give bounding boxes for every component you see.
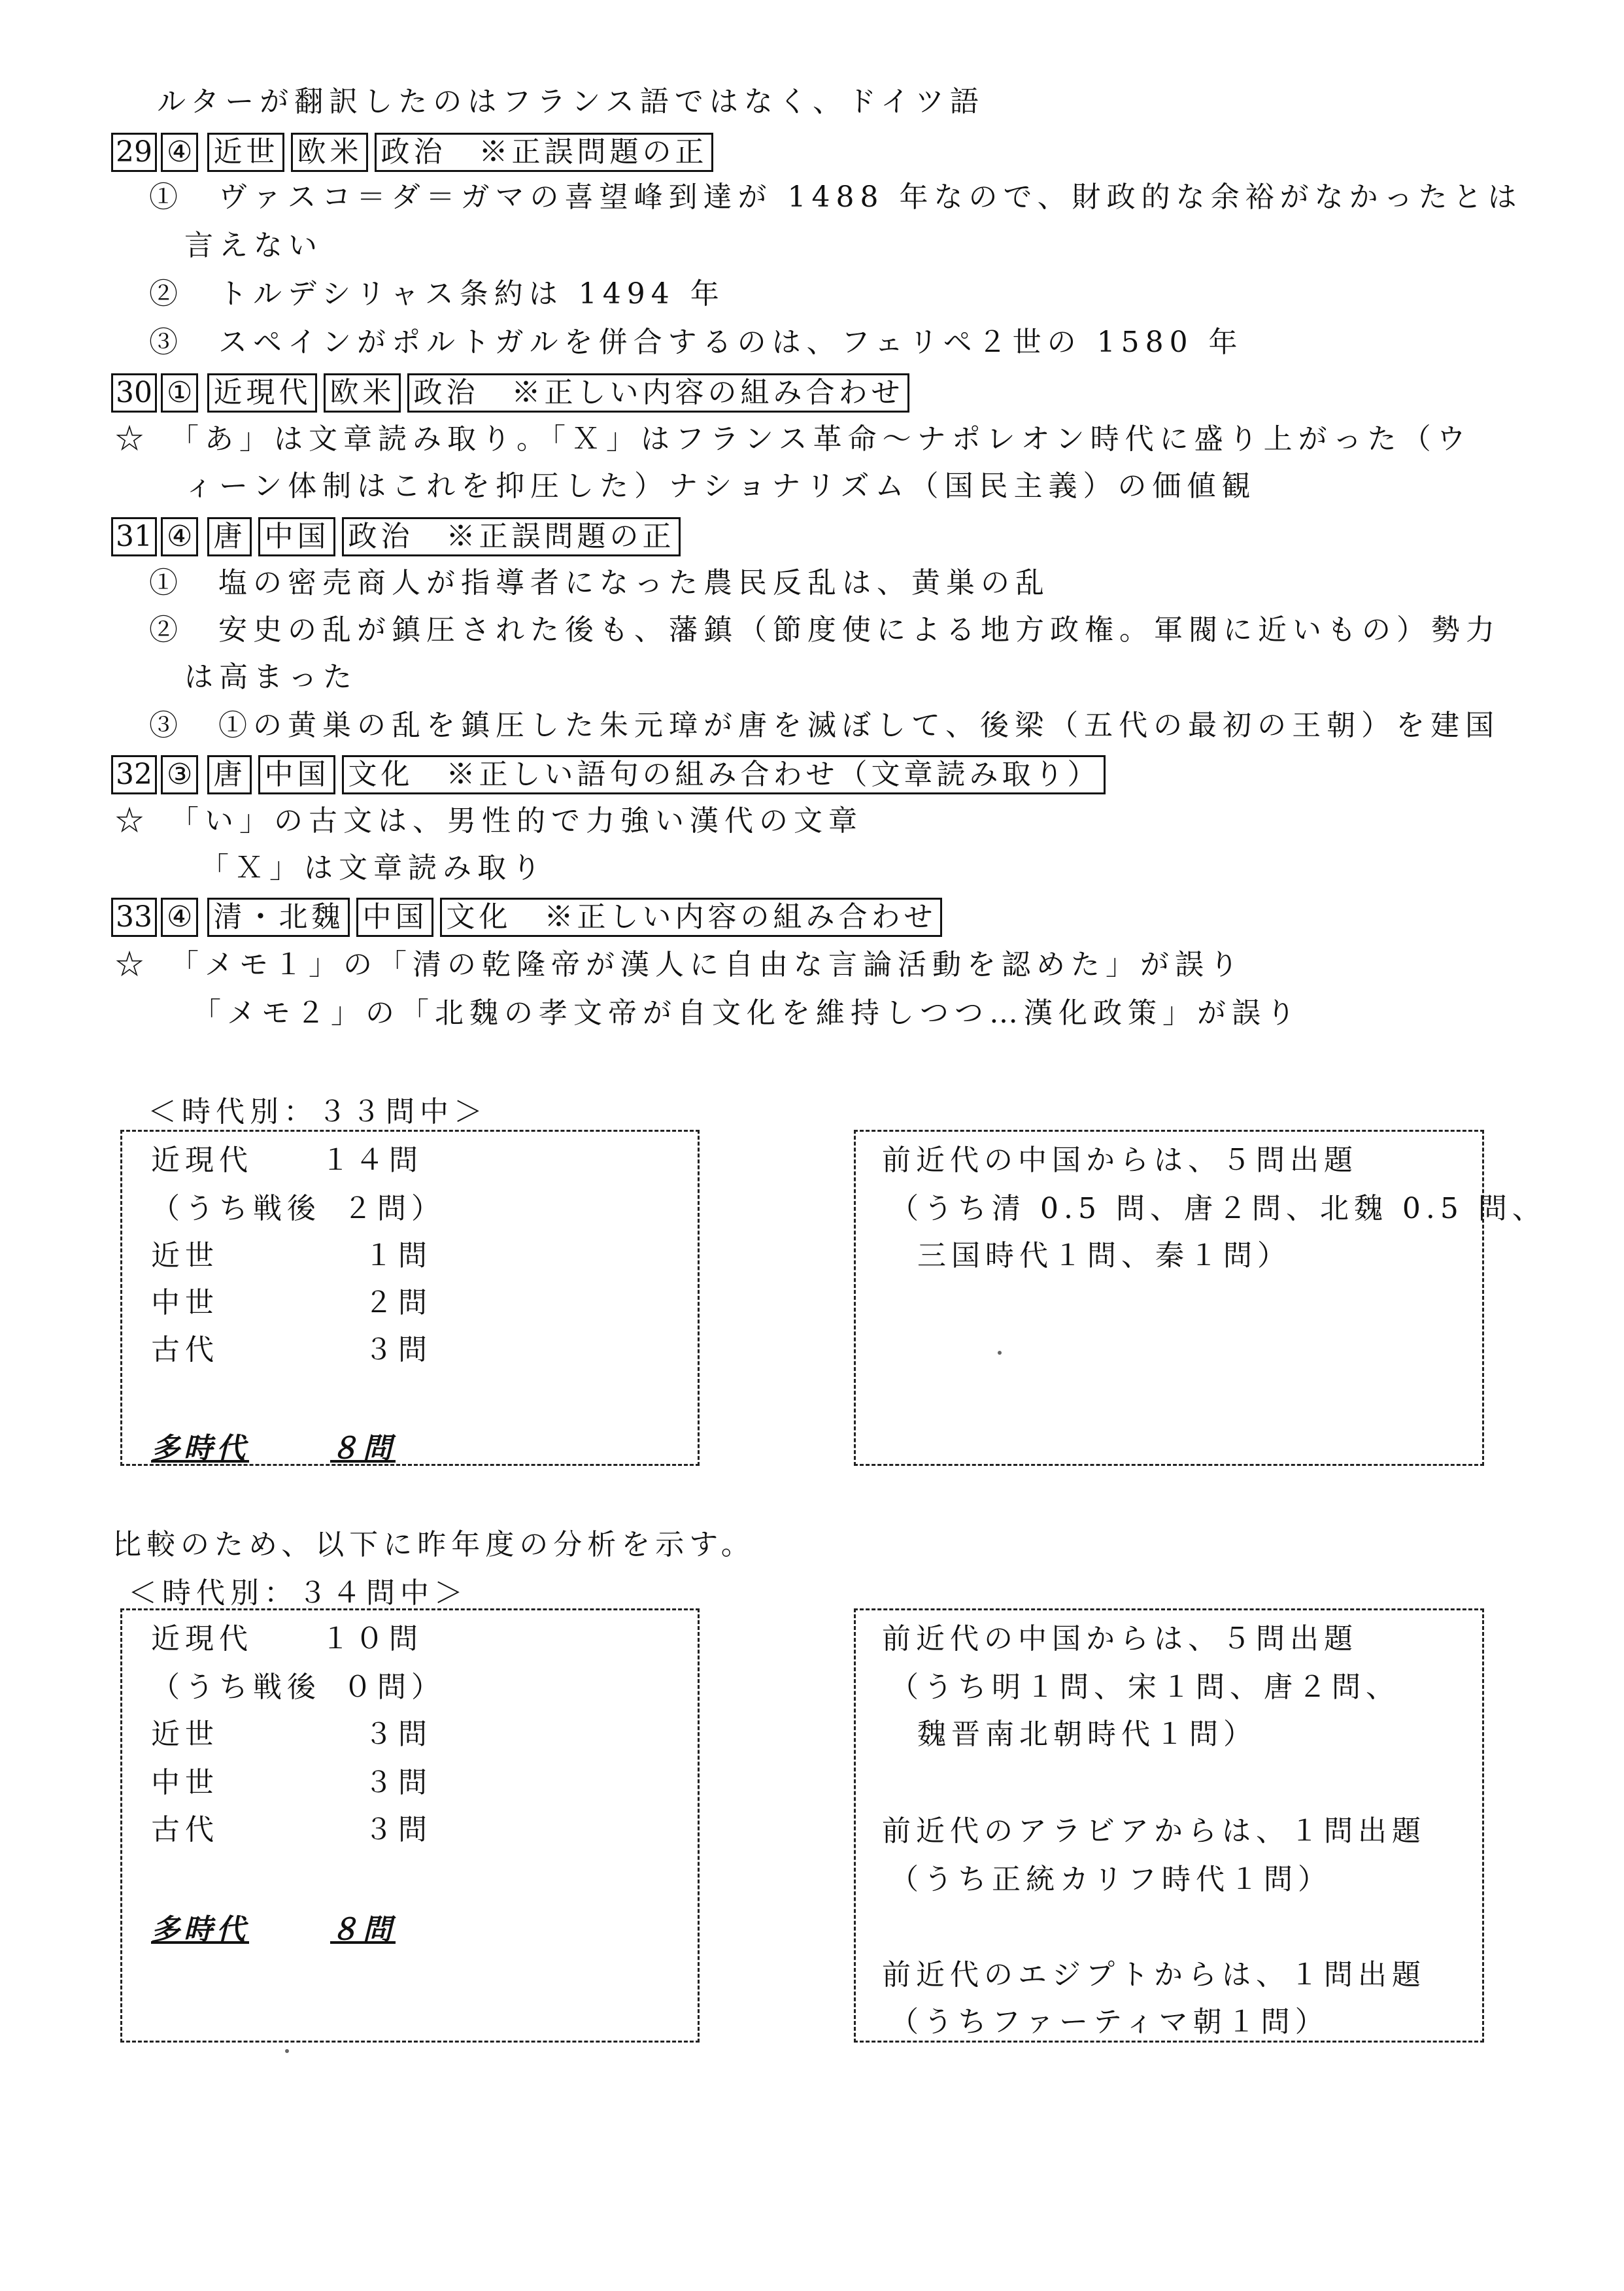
era-label: 近現代 [151, 1144, 253, 1177]
question-number: 32 [111, 755, 157, 794]
scan-speck [998, 1351, 1002, 1355]
era-tag: 唐 [207, 517, 252, 556]
explanation-item-cont: 言えない [184, 229, 323, 262]
region-summary-line: （うち清 0.5 問、唐２問、北魏 0.5 問、 [890, 1192, 1546, 1225]
region-summary-line: 前近代の中国からは、５問出題 [882, 1144, 1358, 1177]
multi-era-count: ８問 [330, 1913, 396, 1946]
question-header-32 [111, 753, 1112, 794]
era-tag: 清・北魏 [207, 898, 350, 937]
era-tag: 近世 [207, 133, 284, 172]
explanation-item: ① 塩の密売商人が指導者になった農民反乱は、黄巣の乱 [149, 566, 1050, 600]
explanation-item-cont: は高まった [184, 660, 358, 694]
era-row [151, 1763, 432, 1803]
question-number: 33 [111, 898, 157, 937]
answer-badge: ④ [161, 898, 198, 937]
comparison-intro: 比較のため、以下に昨年度の分析を示す。 [112, 1528, 755, 1561]
era-count: ２問） [343, 1192, 445, 1225]
era-count: ３問 [364, 1718, 432, 1751]
era-count: １問 [364, 1239, 432, 1272]
question-header-31 [111, 515, 687, 556]
era-label: 近世 [151, 1718, 219, 1751]
region-summary-line: 前近代の中国からは、５問出題 [882, 1622, 1358, 1655]
explanation-item: ② 安史の乱が鎮圧された後も、藩鎮（節度使による地方政権。軍閥に近いもの）勢力 [149, 613, 1500, 647]
question-number: 30 [111, 373, 157, 413]
multi-era-label: 多時代 [151, 1913, 249, 1946]
type-tag: 政治 ※正しい内容の組み合わせ [407, 373, 909, 413]
explanation-note-cont: 「Ｘ」は文章読み取り [200, 851, 547, 885]
era-label: （うち戦後 [151, 1671, 321, 1704]
type-tag: 文化 ※正しい語句の組み合わせ（文章読み取り） [342, 755, 1106, 794]
scan-speck [285, 2049, 289, 2053]
era-label: 古代 [151, 1813, 219, 1846]
region-summary-line: 前近代のアラビアからは、１問出題 [882, 1814, 1426, 1848]
question-number: 31 [111, 517, 157, 556]
era-tag: 唐 [207, 755, 252, 794]
era-count: ３問 [364, 1333, 432, 1366]
intro-line: ルターが翻訳したのはフランス語ではなく、ドイツ語 [157, 85, 985, 118]
region-tag: 欧米 [324, 373, 401, 413]
era-label: 近現代 [151, 1622, 253, 1655]
region-summary-box-previous [854, 1608, 1484, 2043]
era-row [151, 1620, 423, 1659]
era-count: ０問） [343, 1671, 445, 1704]
explanation-note: ☆ 「い」の古文は、男性的で力強い漢代の文章 [115, 804, 863, 838]
answer-badge: ④ [161, 133, 198, 172]
era-row [151, 1283, 432, 1323]
era-count: １４問 [321, 1144, 423, 1177]
summary-caption-current: ＜時代別：３３問中＞ [148, 1095, 488, 1129]
era-row [151, 1141, 423, 1180]
era-count: ２問 [364, 1286, 432, 1319]
region-summary-line: （うち正統カリフ時代１問） [890, 1863, 1332, 1896]
question-number: 29 [111, 133, 157, 172]
explanation-note: ☆ 「あ」は文章読み取り。「Ｘ」はフランス革命～ナポレオン時代に盛り上がった（ウ [115, 422, 1472, 456]
era-label: （うち戦後 [151, 1192, 321, 1225]
era-row [151, 1668, 445, 1707]
answer-badge: ③ [161, 755, 198, 794]
question-header-30 [111, 371, 916, 413]
region-summary-line: 魏晋南北朝時代１問） [917, 1718, 1257, 1751]
multi-era-count: ８問 [330, 1432, 396, 1465]
region-tag: 欧米 [291, 133, 368, 172]
explanation-item: ③ ①の黄巣の乱を鎮圧した朱元璋が唐を滅ぼして、後梁（五代の最初の王朝）を建国 [149, 709, 1500, 742]
region-summary-box-current [854, 1130, 1546, 1466]
era-row [151, 1810, 432, 1850]
explanation-item: ③ スペインがポルトガルを併合するのは、フェリペ２世の 1580 年 [149, 326, 1243, 359]
era-label: 古代 [151, 1333, 219, 1366]
explanation-note-cont: 「メモ２」の「北魏の孝文帝が自文化を維持しつつ…漢化政策」が誤り [192, 996, 1301, 1030]
question-header-29 [111, 131, 720, 172]
region-tag: 中国 [258, 755, 335, 794]
multi-era-label: 多時代 [151, 1432, 249, 1465]
explanation-item: ① ヴァスコ＝ダ＝ガマの喜望峰到達が 1488 年なので、財政的な余裕がなかったとは [149, 180, 1523, 214]
summary-caption-previous: ＜時代別：３４問中＞ [128, 1576, 468, 1610]
explanation-note-cont: ィーン体制はこれを抑圧した）ナショナリズム（国民主義）の価値観 [184, 469, 1257, 503]
era-row [151, 1331, 432, 1370]
region-tag: 中国 [356, 898, 433, 937]
explanation-item: ② トルデシリャス条約は 1494 年 [149, 277, 725, 311]
answer-badge: ① [161, 373, 198, 413]
region-summary-line: （うちファーティマ朝１問） [890, 2005, 1329, 2039]
question-header-33 [111, 896, 949, 937]
explanation-note: ☆ 「メモ１」の「清の乾隆帝が漢人に自由な言論活動を認めた」が誤り [115, 948, 1244, 981]
region-summary-line: 前近代のエジプトからは、１問出題 [882, 1958, 1426, 1992]
type-tag: 文化 ※正しい内容の組み合わせ [440, 898, 942, 937]
era-row [151, 1236, 432, 1276]
type-tag: 政治 ※正誤問題の正 [342, 517, 681, 556]
era-breakdown-box-previous [120, 1608, 700, 2043]
answer-badge: ④ [161, 517, 198, 556]
region-summary-line: （うち明１問、宋１問、唐２問、 [890, 1671, 1400, 1704]
era-count: １０問 [321, 1622, 423, 1655]
era-count: ３問 [364, 1766, 432, 1799]
era-label: 中世 [151, 1286, 219, 1319]
region-summary-line: 三国時代１問、秦１問） [917, 1239, 1291, 1272]
era-label: 中世 [151, 1766, 219, 1799]
era-row [151, 1715, 432, 1754]
era-row [151, 1189, 445, 1229]
era-count: ３問 [364, 1813, 432, 1846]
era-breakdown-box-current [120, 1130, 700, 1466]
era-tag: 近現代 [207, 373, 317, 413]
era-label: 近世 [151, 1239, 219, 1272]
region-tag: 中国 [258, 517, 335, 556]
type-tag: 政治 ※正誤問題の正 [375, 133, 713, 172]
